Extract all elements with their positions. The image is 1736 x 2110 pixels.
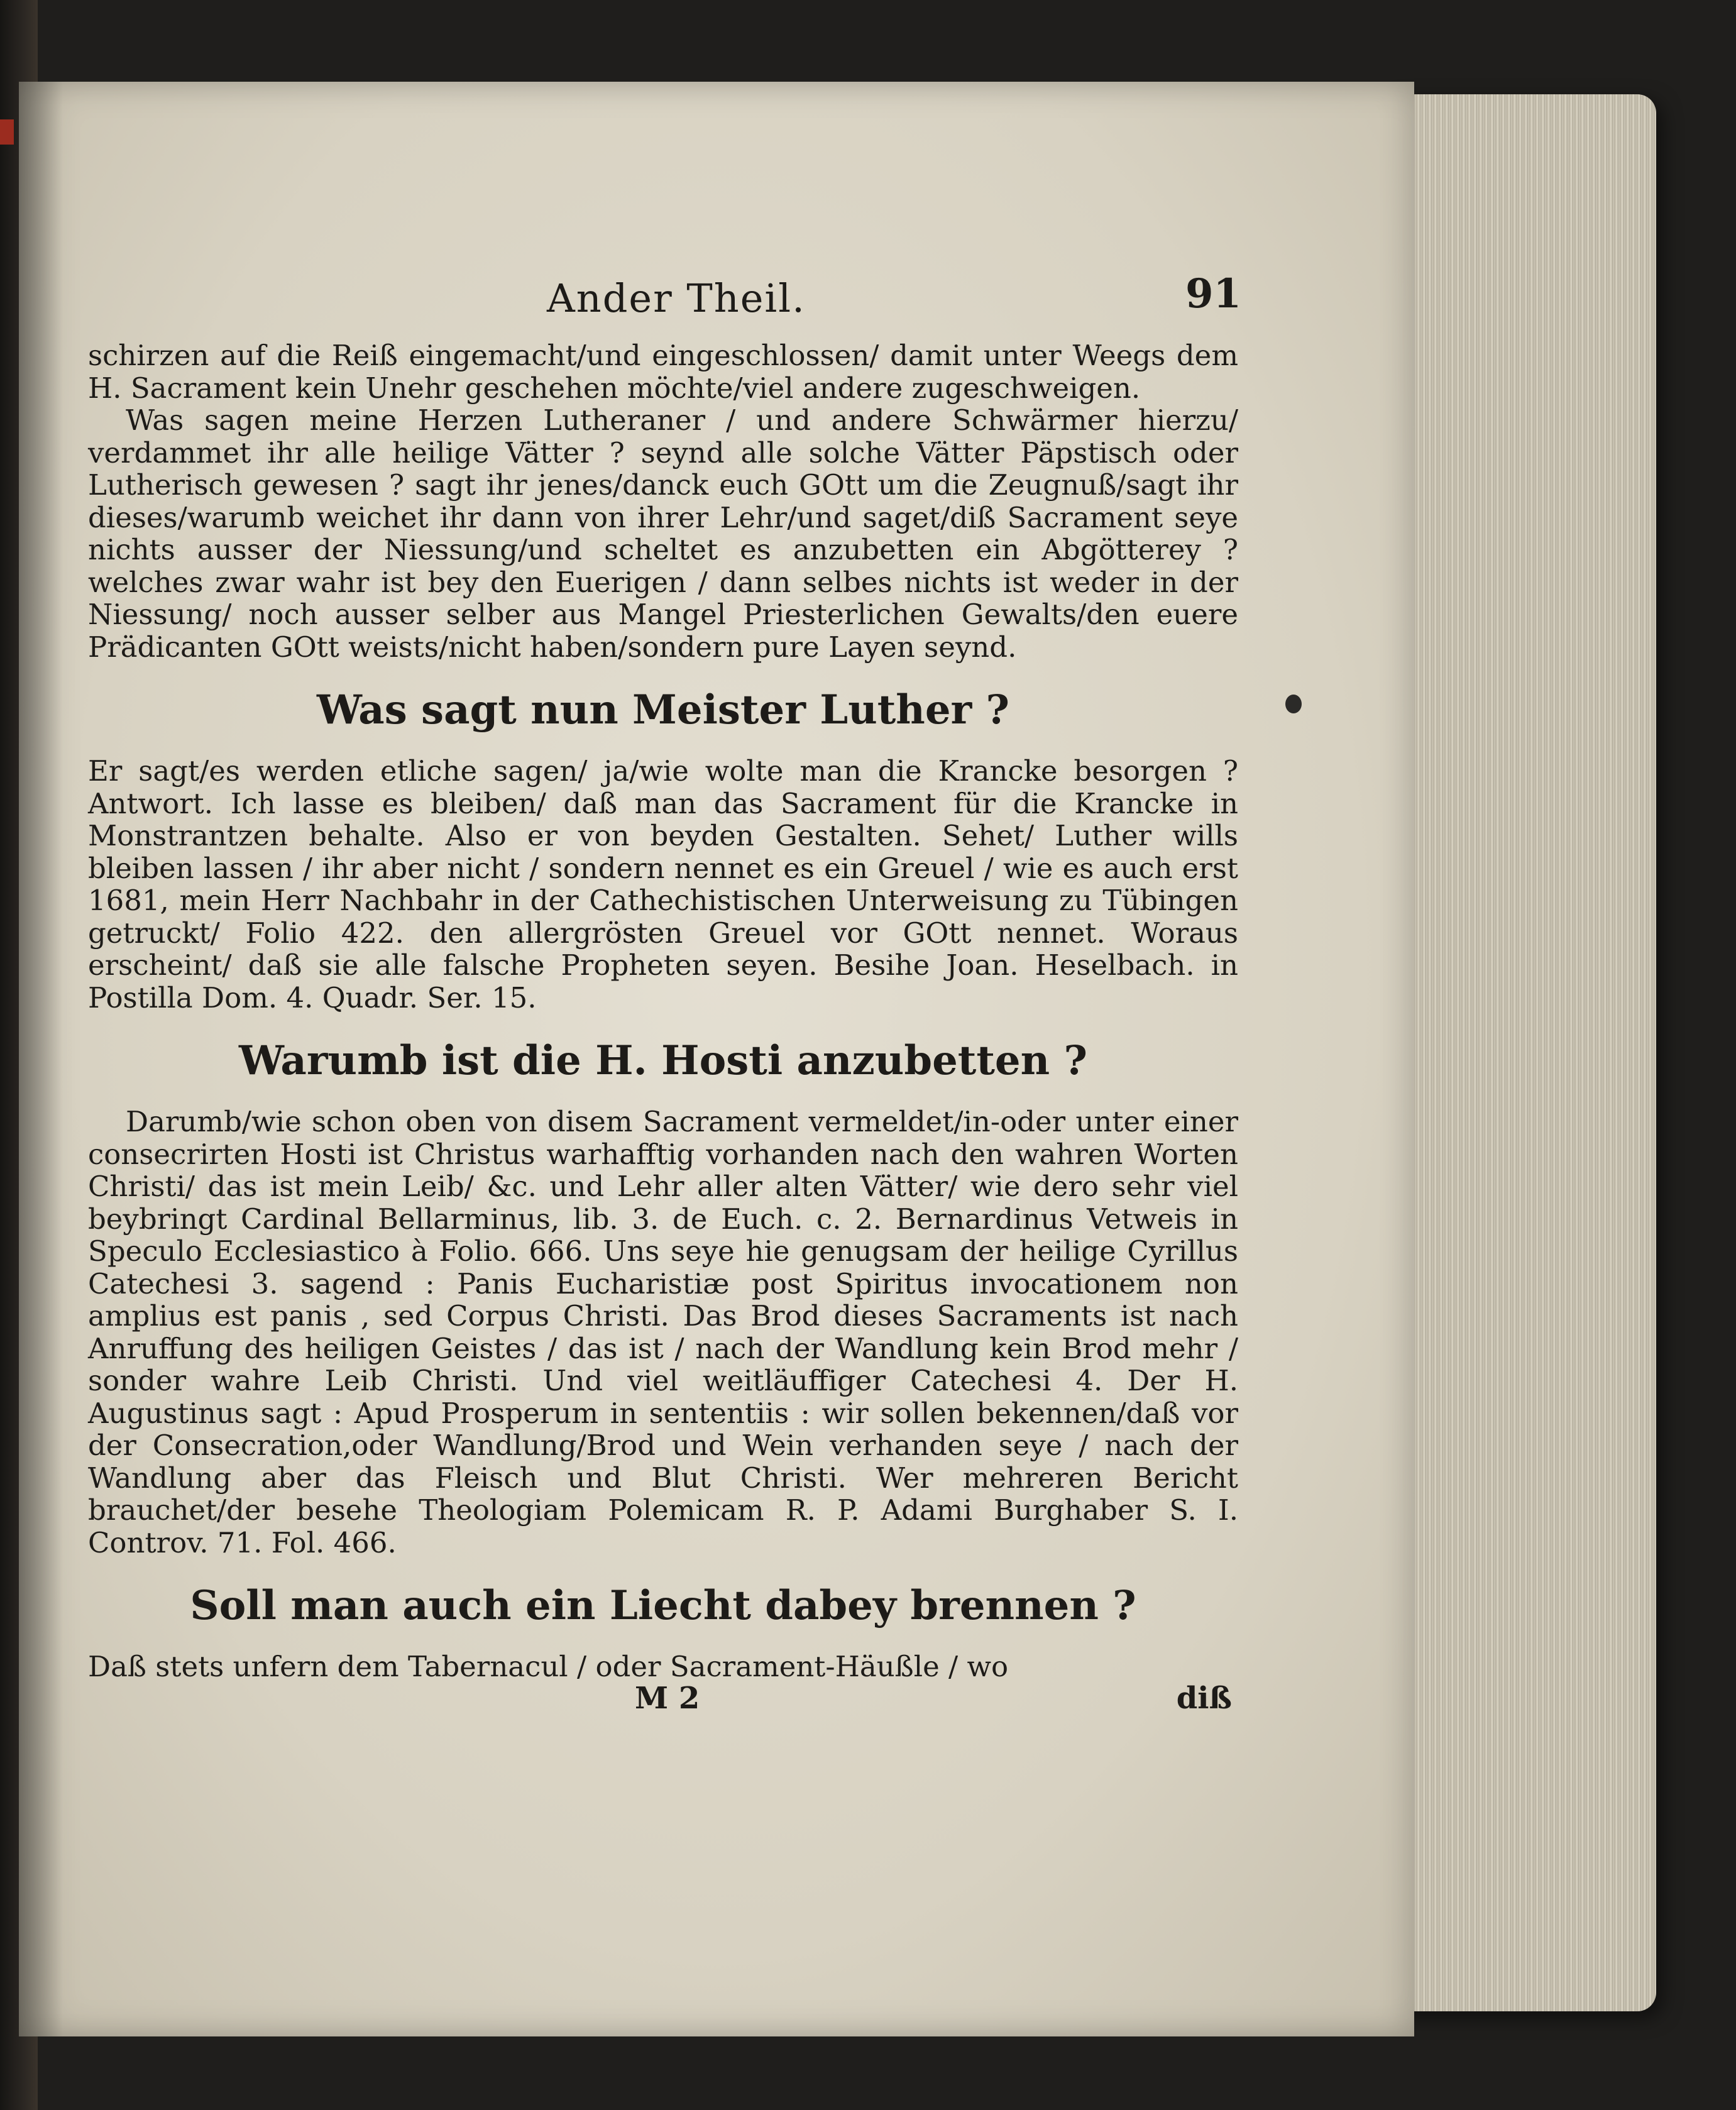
running-head: [88, 270, 1241, 339]
signature-mark: M 2: [635, 1680, 700, 1716]
paragraph-hosti: Darumb/wie schon oben von disem Sacrament vermeldet/in-oder unter einer consecrirten Hosti ist Christus warhafftig vorhanden nach den wahren Worten Christi/ das ist mein Leib/ &c. und Lehr aller alten Vätter/ wie dero sehr viel beybringt Cardinal Bellarminus, lib. 3. de Euch. c. 2. Bernardinus Vetweis in Speculo Ecclesiastico à Folio. 666. Uns seye hie genugsam der heilige Cyrillus Catechesi 3. sagend : Panis Eucharistiæ post Spiritus invocationem non amplius est panis , sed Corpus Christi. Das Brod dieses Sacraments ist nach Anruffung des heiligen Geistes / das ist / nach der Wandlung kein Brod mehr / sonder wahre Leib Christi. Und viel weitläuffiger Catechesi 4. Der H. Augustinus sagt : Apud Prosperum in sententiis : wir sollen bekennen/daß vor der Consecration,oder Wandlung/Brod und Wein verhanden seye / nach der Wandlung aber das Fleisch und Blut Christi. Wer mehreren Bericht brauchet/der besehe Theologiam Polemicam R. P. Adami Burghaber S. I. Controv. 71. Fol. 466.: [88, 1105, 1238, 1559]
text-block: [88, 270, 1241, 1721]
section-heading-liecht: Soll man auch ein Liecht dabey brennen ?: [190, 1582, 1136, 1629]
paragraph-lutheraner: Was sagen meine Herzen Lutheraner / und andere Schwärmer hierzu/ verdammet ihr alle heilige Vätter ? seynd alle solche Vätter Päpstisch oder Lutherisch gewesen ? sagt ihr jenes/danck euch GOtt um die Zeugnuß/sagt ihr dieses/warumb weichet ihr dann von ihrer Lehr/und saget/diß Sacrament seye nichts ausser der Niessung/und scheltet es anzubetten ein Abgötterey ? welches zwar wahr ist bey den Euerigen / dann selbes nichts ist weder in der Niessung/ noch ausser selber aus Mangel Priesterlichen Gewalts/den euere Prädicanten GOtt weists/nicht haben/sondern pure Layen seynd.: [88, 404, 1238, 664]
book-page: [19, 82, 1414, 2036]
running-title: Ander Theil.: [547, 275, 806, 321]
catchword: diß: [1176, 1680, 1232, 1716]
paragraph-luther: Er sagt/es werden etliche sagen/ ja/wie wolte man die Krancke besorgen ? Antwort. Ich lasse es bleiben/ daß man das Sacrament für die Krancke in Monstrantzen behalte. Also er von beyden Gestalten. Sehet/ Luther wills bleiben lassen / ihr aber nicht / sondern nennet es ein Greuel / wie es auch erst 1681, mein Herr Nachbahr in der Cathechistischen Unterweisung zu Tübingen getruckt/ Folio 422. den allergrösten Greuel vor GOtt nennet. Woraus erscheint/ daß sie alle falsche Propheten seyen. Besihe Joan. Heselbach. in Postilla Dom. 4. Quadr. Ser. 15.: [88, 754, 1238, 1014]
gutter-shadow: [19, 82, 63, 2036]
footer-line: [88, 1680, 1238, 1721]
section-heading-luther: Was sagt nun Meister Luther ?: [316, 686, 1010, 734]
paragraph-liecht: Daß stets unfern dem Tabernacul / oder Sacrament-Häußle / wo: [88, 1650, 1009, 1683]
page-edges: [1392, 94, 1656, 2011]
paragraph-continuation: schirzen auf die Reiß eingemacht/und eingeschlossen/ damit unter Weegs dem H. Sacrament kein Unehr geschehen möchte/viel andere zugeschweigen.: [88, 339, 1238, 405]
ink-spot: [1285, 695, 1302, 713]
spine-red-band: [0, 119, 14, 145]
section-heading-hosti: Warumb ist die H. Hosti anzubetten ?: [239, 1037, 1087, 1084]
page-number: 91: [1185, 270, 1241, 317]
